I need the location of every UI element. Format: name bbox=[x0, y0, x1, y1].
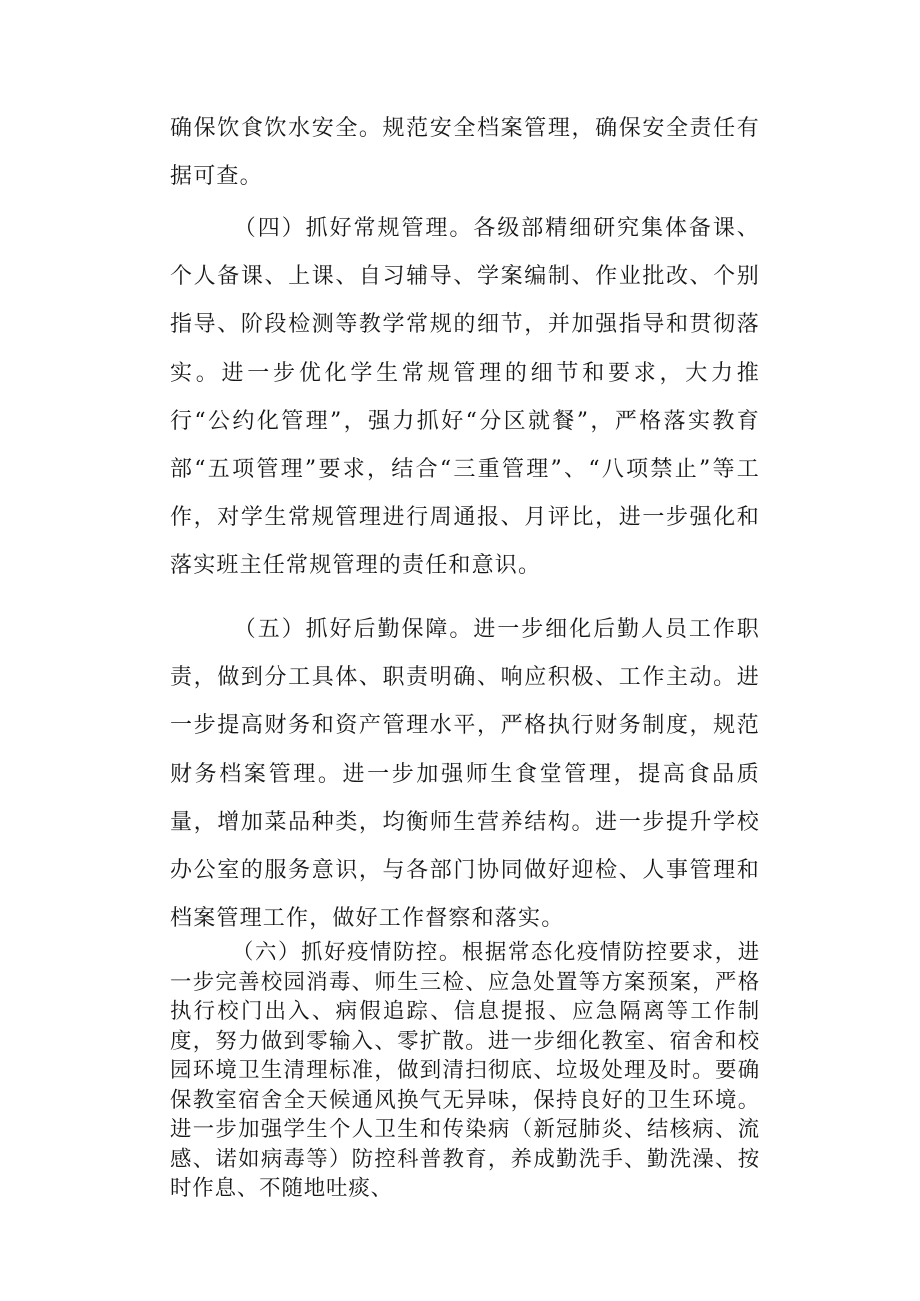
paragraph-logistics-support: （五）抓好后勤保障。进一步细化后勤人员工作职责，做到分工具体、职责明确、响应积极、工作主动。进一步提高财务和资产管理水平，严格执行财务制度，规范财务档案管理。进一步加强师生食堂管理，提高食品质量，增加菜品种类，均衡师生营养结构。进一步提升学校办公室的服务意识，与各部门协同做好迎检、人事管理和档案管理工作，做好工作督察和落实。 bbox=[170, 617, 760, 932]
paragraph-safety-continuation: 确保饮食饮水安全。规范安全档案管理，确保安全责任有据可查。 bbox=[170, 116, 760, 190]
paragraph-epidemic-prevention: （六）抓好疫情防控。根据常态化疫情防控要求，进一步完善校园消毒、师生三检、应急处置等方案预案，严格执行校门出入、病假追踪、信息提报、应急隔离等工作制度，努力做到零输入、零扩散。进一步细化教室、宿舍和校园环境卫生清理标准，做到清扫彻底、垃圾处理及时。要确保教室宿舍全天候通风换气无异味，保持良好的卫生环境。进一步加强学生个人卫生和传染病（新冠肺炎、结核病、流感、诺如病毒等）防控科普教育，养成勤洗手、勤洗澡、按时作息、不随地吐痰、 bbox=[170, 940, 760, 1201]
paragraph-routine-management: （四）抓好常规管理。各级部精细研究集体备课、个人备课、上课、自习辅导、学案编制、作业批改、个别指导、阶段检测等教学常规的细节，并加强指导和贯彻落实。进一步优化学生常规管理的细节和要求，大力推行“公约化管理”，强力抓好“分区就餐”，严格落实教育部“五项管理”要求，结合“三重管理”、“八项禁止”等工作，对学生常规管理进行周通报、月评比，进一步强化和落实班主任常规管理的责任和意识。 bbox=[170, 216, 760, 579]
